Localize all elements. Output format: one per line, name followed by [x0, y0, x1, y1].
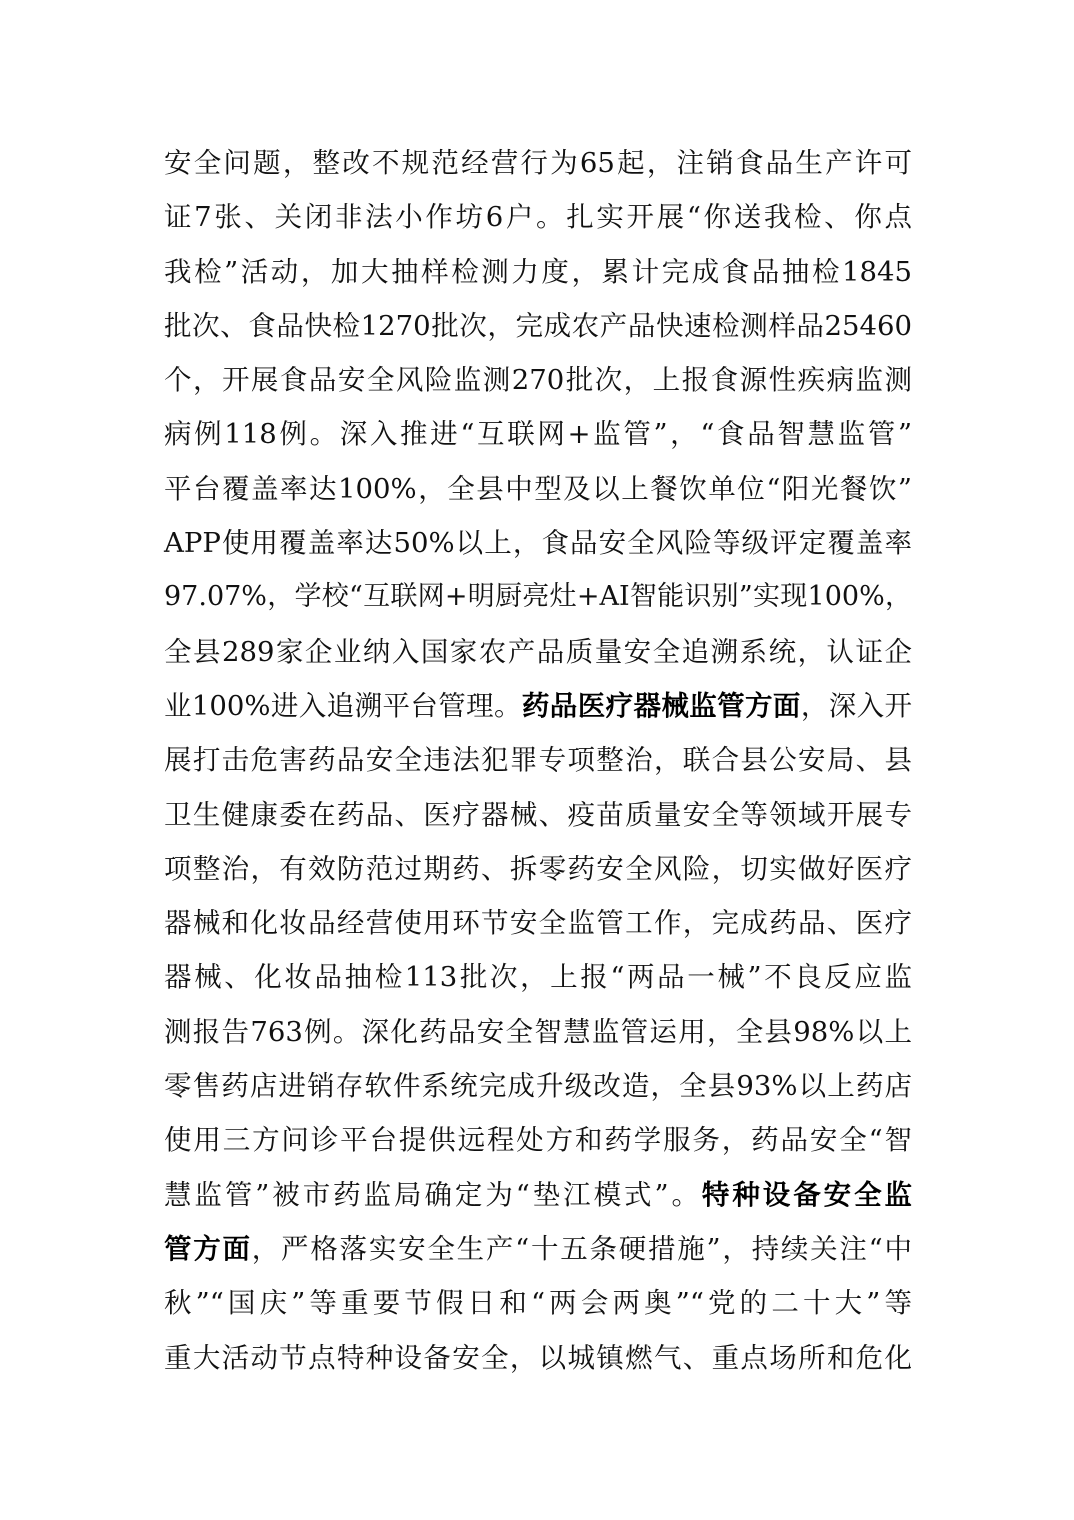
text-line — [164, 1222, 912, 1276]
text-run: 安全问题，整改不规范经营行为65起，注销食品生产许可 — [164, 147, 912, 179]
text-run: 批次、食品快检1270批次，完成农产品快速检测样品25460 — [164, 309, 912, 342]
text-line — [164, 353, 912, 407]
text-line — [164, 625, 912, 679]
text-line — [164, 299, 912, 353]
text-run: 器械和化妆品经营使用环节安全监管工作，完成药品、医疗 — [164, 907, 912, 940]
text-line — [164, 679, 912, 733]
section-heading: 特种设备安全监 — [701, 1178, 913, 1211]
text-run: 重大活动节点特种设备安全，以城镇燃气、重点场所和危化 — [164, 1341, 912, 1374]
text-line — [164, 1005, 912, 1059]
text-line — [164, 1276, 912, 1330]
section-heading: 药品医疗器械监管方面 — [521, 689, 801, 722]
text-line — [164, 136, 912, 190]
text-line — [164, 462, 912, 516]
text-line — [164, 245, 912, 299]
text-run: 项整治，有效防范过期药、拆零药安全风险，切实做好医疗 — [164, 852, 912, 885]
text-run: 展打击危害药品安全违法犯罪专项整治，联合县公安局、县 — [164, 744, 912, 777]
text-line — [164, 516, 912, 570]
text-run: APP使用覆盖率达50%以上，食品安全风险等级评定覆盖率 — [164, 527, 912, 560]
text-run: 个，开展食品安全风险监测270批次，上报食源性疾病监测 — [164, 364, 912, 397]
text-run: 97.07%，学校“互联网+明厨亮灶+AI智能识别”实现100%， — [164, 581, 912, 613]
text-run: 慧监管”被市药监局确定为“垫江模式”。 — [164, 1178, 702, 1211]
text-run: 零售药店进销存软件系统完成升级改造，全县93%以上药店 — [164, 1070, 912, 1103]
text-run: 器械、化妆品抽检113批次，上报“两品一械”不良反应监 — [164, 961, 912, 994]
section-heading: 管方面 — [164, 1232, 252, 1265]
text-run: 病例118例。深入推进“互联网+监管”，“食品智慧监管” — [164, 418, 912, 451]
text-line — [164, 950, 912, 1004]
text-line — [164, 190, 912, 244]
text-line — [164, 407, 912, 461]
text-line — [164, 1113, 912, 1167]
text-run: 证7张、关闭非法小作坊6户。扎实开展“你送我检、你点 — [164, 201, 912, 234]
body-text — [164, 136, 912, 1385]
text-line — [164, 1331, 912, 1385]
text-run: 业100%进入追溯平台管理。 — [164, 689, 522, 722]
text-line — [164, 733, 912, 787]
text-line — [164, 1168, 912, 1222]
text-run: 测报告763例。深化药品安全智慧监管运用，全县98%以上 — [164, 1015, 912, 1048]
text-line — [164, 788, 912, 842]
text-line — [164, 896, 912, 950]
text-run: 秋”“国庆”等重要节假日和“两会两奥”“党的二十大”等 — [164, 1287, 912, 1320]
text-run: 平台覆盖率达100%，全县中型及以上餐饮单位“阳光餐饮” — [164, 472, 912, 505]
text-line — [164, 842, 912, 896]
text-run: ，严格落实安全生产“十五条硬措施”，持续关注“中 — [251, 1232, 912, 1265]
text-run: 全县289家企业纳入国家农产品质量安全追溯系统，认证企 — [164, 635, 912, 668]
text-line — [164, 570, 912, 624]
text-run: 我检”活动，加大抽样检测力度，累计完成食品抽检1845 — [164, 255, 912, 288]
text-run: 卫生健康委在药品、医疗器械、疫苗质量安全等领域开展专 — [164, 798, 912, 831]
text-run: 使用三方问诊平台提供远程处方和药学服务，药品安全“智 — [164, 1124, 912, 1157]
text-line — [164, 1059, 912, 1113]
text-run: ，深入开 — [800, 689, 912, 722]
